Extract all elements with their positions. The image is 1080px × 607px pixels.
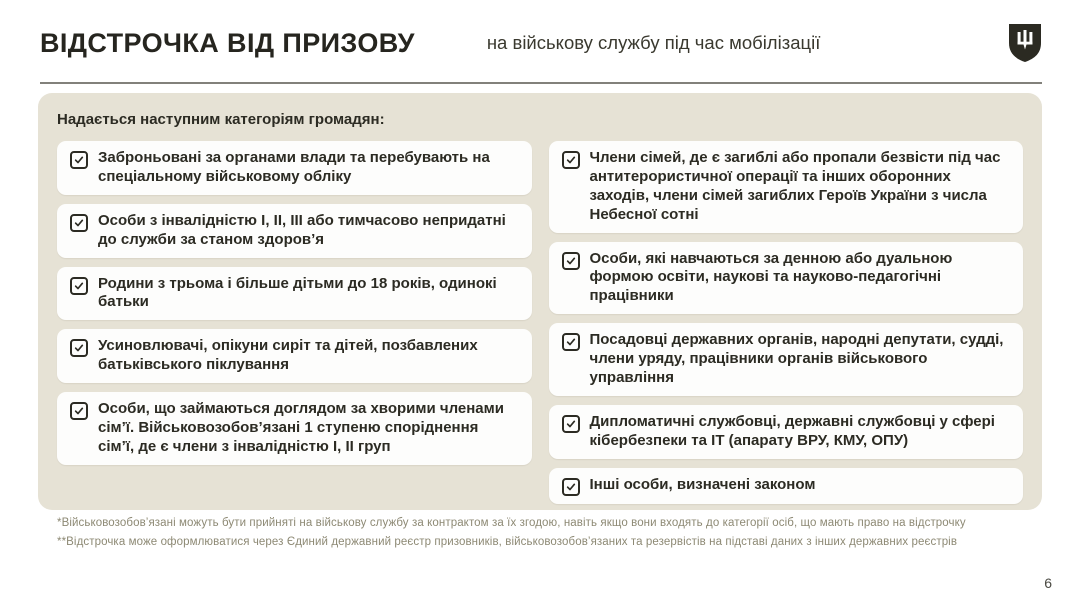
page-subtitle: на військову службу під час мобілізації [486, 32, 821, 53]
panel-heading: Надається наступним категоріям громадян: [57, 111, 385, 128]
page-number: 6 [1044, 575, 1052, 591]
category-card [57, 204, 532, 258]
category-card [549, 141, 1024, 233]
category-text: Члени сімей, де є загиблі або пропали безвісти під час антитерористичної операції та інших оборонних заходів, члени сімей загиблих Героїв України з числа Небесної сотні [589, 149, 1001, 223]
category-card [549, 323, 1024, 396]
checkbox-icon [70, 339, 88, 357]
category-card [549, 242, 1024, 315]
checkbox-icon [562, 333, 580, 351]
left-column [57, 141, 532, 504]
footnote-contract: *Військовозобов’язані можуть бути прийняті на військову службу за контрактом за їх згодою, навіть якщо вони входять до категорії осіб, що мають право на відстрочку [57, 516, 966, 529]
category-card [549, 468, 1024, 504]
category-text: Усиновлювачі, опікуни сиріт та дітей, позбавлених батьківського піклування [98, 337, 478, 374]
right-column [549, 141, 1024, 504]
category-text: Інші особи, визначені законом [589, 475, 816, 493]
category-text: Дипломатичні службовці, державні службовці у сфері кібербезпеки та ІТ (апарату ВРУ, КМУ, ОПУ) [589, 412, 995, 449]
checkbox-icon [562, 415, 580, 433]
category-text: Родини з трьома і більше дітьми до 18 років, одинокі батьки [98, 274, 497, 311]
checkbox-icon [70, 402, 88, 420]
categories-panel [38, 93, 1042, 548]
category-card [549, 405, 1024, 459]
category-card [57, 392, 532, 465]
category-card [57, 329, 532, 383]
category-text: Особи з інвалідністю І, ІІ, ІІІ або тимчасово непридатні до служби за станом здоров’я [98, 211, 506, 248]
category-card [57, 267, 532, 321]
footnotes [57, 517, 1023, 548]
category-text: Особи, які навчаються за денною або дуальною формою освіти, наукові та науково-педагогічні працівники [589, 249, 953, 305]
checkbox-icon [70, 214, 88, 232]
checkbox-icon [562, 252, 580, 270]
checkbox-icon [70, 277, 88, 295]
checkbox-icon [562, 478, 580, 496]
category-text: Заброньовані за органами влади та перебувають на спеціальному військовому обліку [98, 149, 490, 185]
ukraine-trident-shield-icon [1008, 23, 1042, 63]
page-title: ВІДСТРОЧКА ВІД ПРИЗОВУ [40, 27, 415, 58]
checkbox-icon [562, 151, 580, 169]
checkbox-icon [70, 151, 88, 169]
category-columns [57, 141, 1023, 504]
category-text: Особи, що займаються доглядом за хворими членами сім’ї. Військовозобов’язані 1 ступеню споріднення сім’ї, де є члени з інвалідністю І, ІІ груп [98, 400, 504, 455]
header [40, 0, 1042, 84]
category-text: Посадовці державних органів, народні депутати, судді, члени уряду, працівники органів військового управління [589, 331, 1004, 387]
category-card [57, 141, 532, 195]
footnote-registry: **Відстрочка може оформлюватися через Єдиний державний реєстр призовників, військовозобов’язаних та резервістів на підставі даних з інших державних реєстрів [57, 535, 958, 548]
